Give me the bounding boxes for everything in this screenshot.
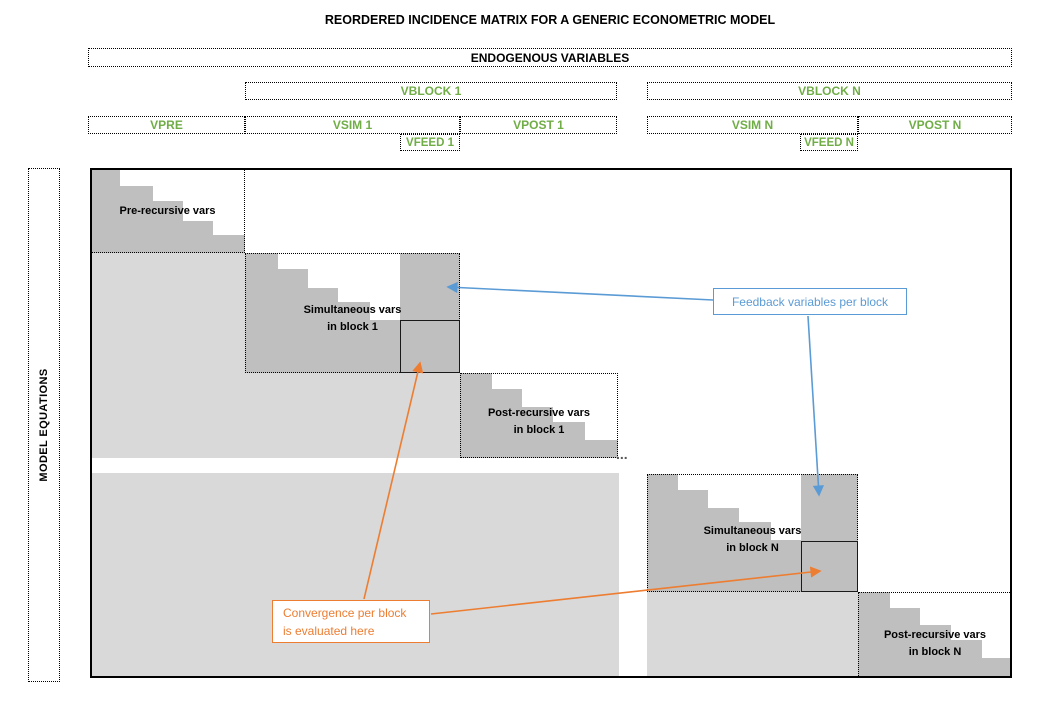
pre-recursive-label: Pre-recursive vars [119,205,216,217]
vsimN-label: VSIM N [731,118,774,132]
convergence-callout-line1: Convergence per block [283,606,407,620]
incidence-matrix [90,168,1012,678]
vblock1-band [245,82,617,100]
convergence-callout [272,600,430,643]
post-block1-label: Post-recursive vars in block 1 [487,407,591,436]
vfeed1-band [400,134,460,151]
endogenous-variables-band [88,48,1012,67]
lower-triangle-fill [90,373,460,458]
vfeed1-label: VFEED 1 [406,136,454,149]
lower-triangle-fill [90,253,245,373]
page-title: REORDERED INCIDENCE MATRIX FOR A GENERIC ECONOMETRIC MODEL [324,13,776,27]
vpost1-band [460,116,617,134]
vpost1-label: VPOST 1 [513,118,564,132]
vfeedN-band [800,134,858,151]
model-equations-band [28,168,60,682]
vblockN-label: VBLOCK N [798,84,861,98]
endogenous-variables-label: ENDOGENOUS VARIABLES [470,50,630,65]
convergence-callout-line2: is evaluated here [283,624,375,638]
post-blockN-label: Post-recursive vars in block N [883,629,987,658]
vpre-label: VPRE [150,118,183,132]
sim-blockN-label: Simultaneous vars in block N [703,525,802,554]
vpostN-band [858,116,1012,134]
vpre-band [88,116,245,134]
vsimN-band [647,116,858,134]
vsim1-label: VSIM 1 [332,118,373,132]
model-equations-label: MODEL EQUATIONS [38,368,50,482]
lower-triangle-fill [647,592,858,678]
lower-triangle-fill [90,473,619,678]
vblock1-label: VBLOCK 1 [400,84,462,98]
vblockN-band [647,82,1012,100]
feedback-callout [713,288,907,315]
ellipsis-separator: ... [616,446,628,462]
vpostN-label: VPOST N [908,118,962,132]
vfeedN-label: VFEED N [804,136,854,149]
sim-block1-label: Simultaneous vars in block 1 [303,304,402,333]
vsim1-band [245,116,460,134]
feedback-callout-text: Feedback variables per block [731,294,889,309]
